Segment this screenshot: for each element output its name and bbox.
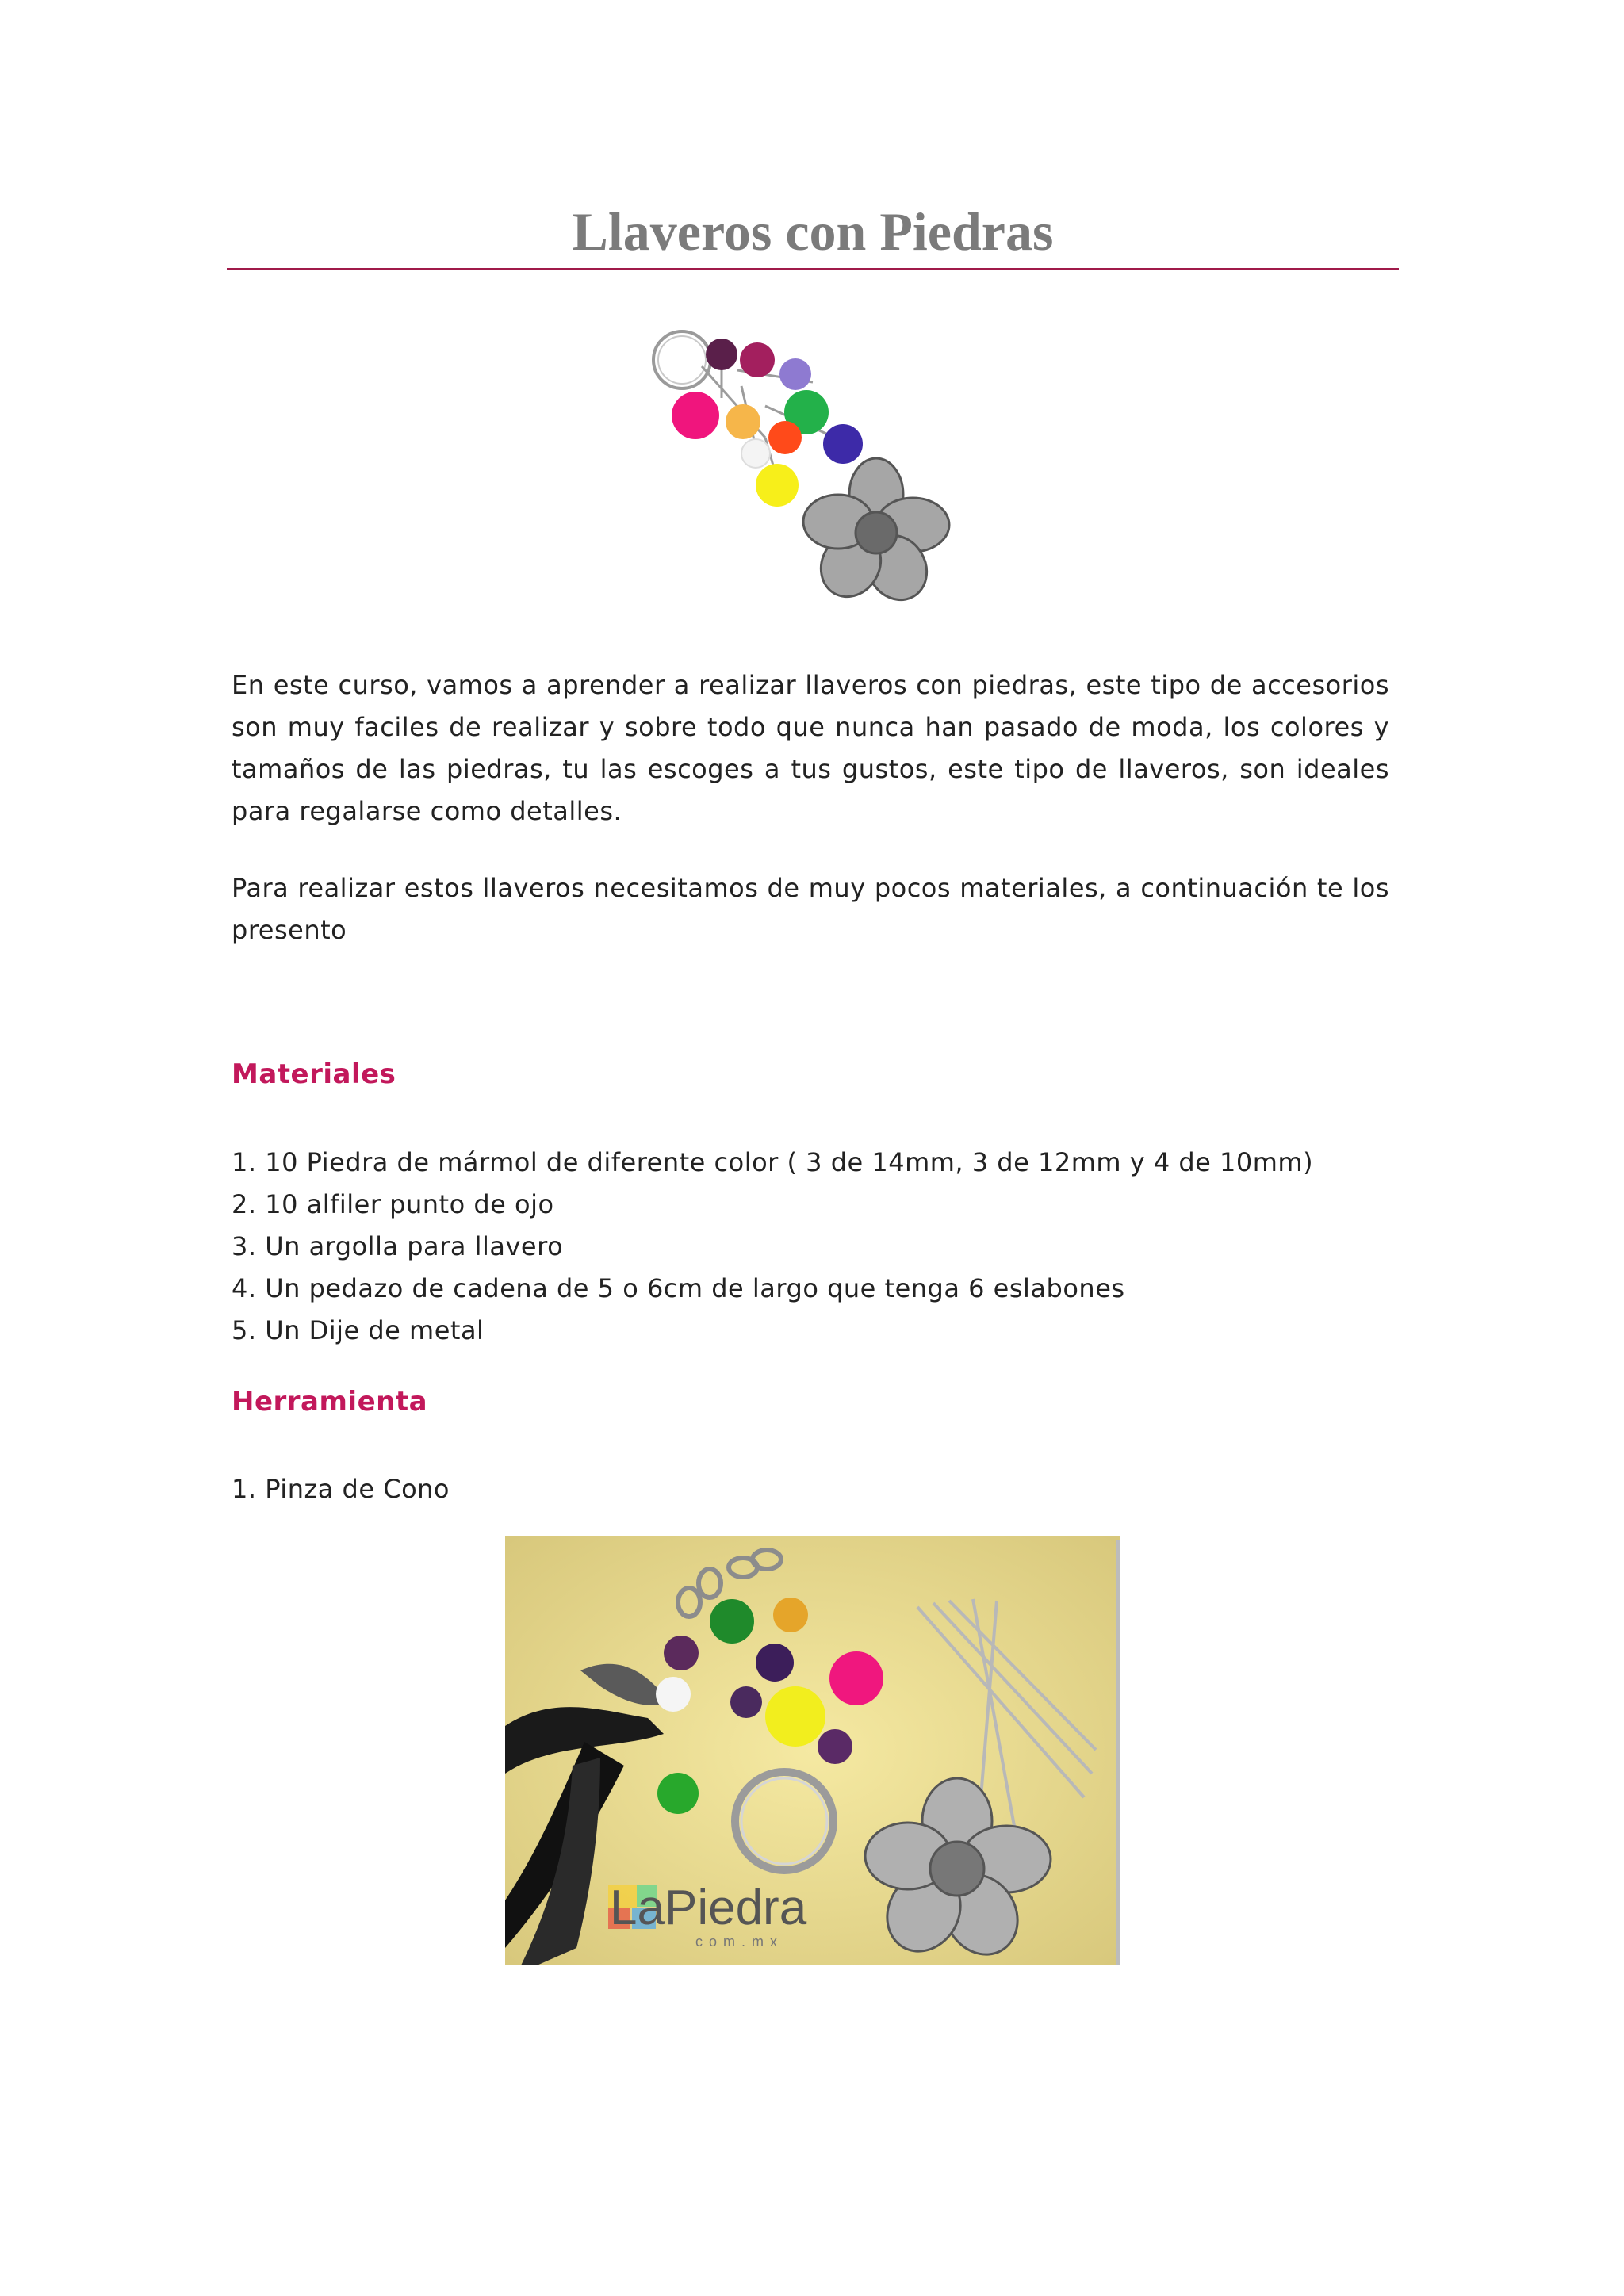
herramienta-heading: Herramienta	[232, 1386, 428, 1418]
keychain-image	[646, 311, 979, 612]
materials-photo	[505, 1536, 1120, 1965]
list-item: 3. Un argolla para llavero	[232, 1231, 564, 1261]
page-title: Llaveros con Piedras	[572, 201, 1054, 262]
list-item: 2. 10 alfiler punto de ojo	[232, 1189, 554, 1219]
herramienta-list	[232, 1468, 1389, 1510]
logo-subtext: com.mx	[695, 1934, 783, 1950]
materiales-heading: Materiales	[232, 1058, 396, 1090]
list-item: 1. 10 Piedra de mármol de diferente color ( 3 de 14mm, 3 de 12mm y 4 de 10mm)	[232, 1147, 1314, 1177]
intro-paragraph: En este curso, vamos a aprender a realizar llaveros con piedras, este tipo de accesorios son muy faciles de realizar y sobre todo que nunca han pasado de moda, los colores y tamaños de las piedras, tu las escoges a tus gustos, este tipo de llaveros, son ideales para regalarse como detalles.	[232, 670, 1389, 826]
title-divider	[227, 268, 1399, 270]
materials-intro-paragraph: Para realizar estos llaveros necesitamos de muy pocos materiales, a continuación te los presento	[232, 873, 1389, 945]
list-item: 5. Un Dije de metal	[232, 1315, 485, 1345]
list-item: 1. Pinza de Cono	[232, 1474, 450, 1504]
materiales-list	[232, 1142, 1389, 1352]
list-item: 4. Un pedazo de cadena de 5 o 6cm de largo que tenga 6 eslabones	[232, 1273, 1125, 1303]
logo-text: LaPiedra	[610, 1881, 807, 1935]
